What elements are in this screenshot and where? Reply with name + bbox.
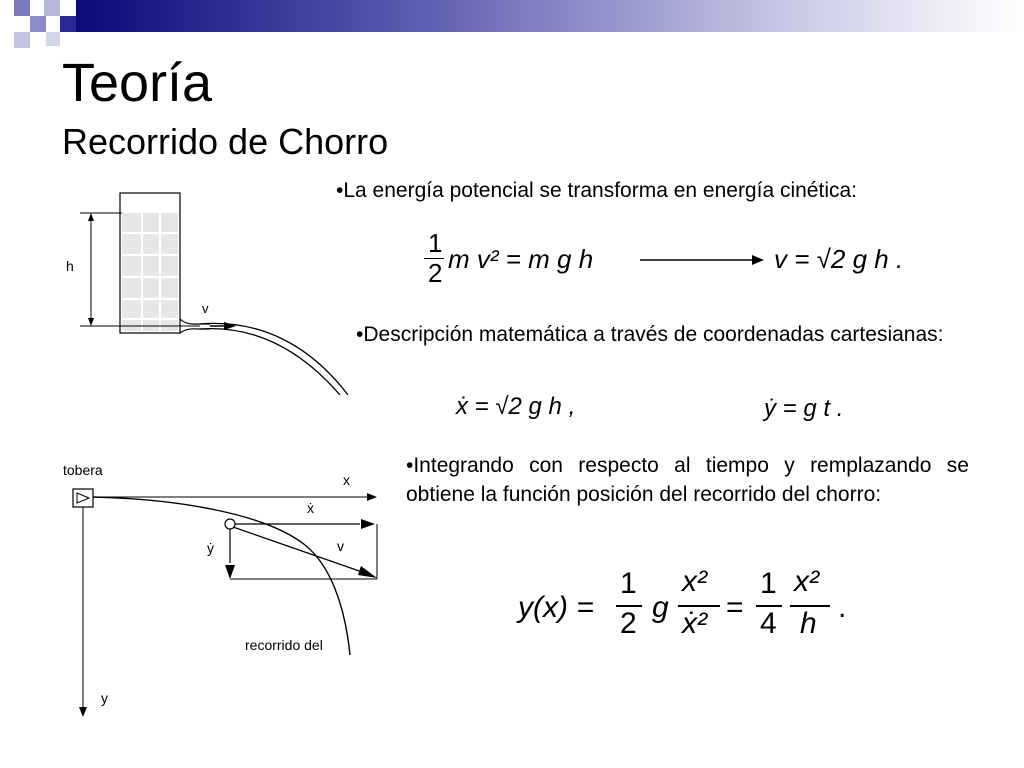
energy-frac-den: 2 — [428, 258, 443, 288]
position-equation — [518, 565, 858, 650]
final-den: h — [800, 607, 817, 640]
final-period: . — [838, 591, 847, 624]
bullet-energy: •La energía potencial se transforma en energía cinética: — [336, 179, 858, 202]
quarter-den: 4 — [760, 607, 777, 640]
frac-num: x² — [682, 565, 707, 598]
implies-arrow — [640, 252, 766, 268]
water — [122, 213, 178, 331]
trajectory-curve — [93, 497, 350, 655]
ydot-label: ẏ — [207, 540, 214, 556]
ydot-equation: ẏ = g t . — [764, 395, 844, 422]
velocity-label: v — [202, 301, 209, 316]
slide-subtitle: Recorrido de Chorro — [62, 121, 389, 162]
xdot-equation: ẋ = √2 g h , — [456, 393, 576, 420]
nozzle-label: tobera — [63, 462, 103, 478]
energy-frac-num: 1 — [428, 228, 443, 258]
v-label: v — [337, 538, 344, 554]
xdot-label: ẋ — [307, 500, 314, 516]
trajectory-diagram — [55, 455, 390, 725]
g-symbol: g — [652, 591, 669, 624]
final-num: x² — [794, 565, 819, 598]
jet-upper — [200, 323, 348, 395]
y-axis-label: y — [101, 690, 108, 706]
bullet-integration: •Integrando con respecto al tiempo y remplazando se obtiene la función posición del recorrido del chorro: — [406, 454, 969, 506]
velocity-equation: v = √2 g h . — [774, 244, 904, 274]
bullet-cartesian: •Descripción matemática a través de coordenadas cartesianas: — [356, 323, 944, 346]
position-lhs: y(x) = — [518, 591, 594, 624]
quarter-num: 1 — [760, 567, 777, 600]
header-decoration — [0, 0, 1024, 48]
frac-den: ẋ² — [682, 607, 707, 640]
height-label: h — [66, 258, 74, 274]
half-den: 2 — [620, 607, 637, 640]
jet-lower — [200, 329, 340, 395]
energy-equation — [424, 230, 624, 290]
path-label: recorrido del — [245, 637, 323, 653]
slide-title: Teoría — [62, 53, 213, 113]
equals-sign: = — [726, 591, 744, 624]
half-num: 1 — [620, 567, 637, 600]
x-axis-label: x — [343, 472, 350, 488]
tank-diagram — [60, 185, 360, 395]
energy-lhs-rest: m v² = m g h — [448, 244, 594, 274]
